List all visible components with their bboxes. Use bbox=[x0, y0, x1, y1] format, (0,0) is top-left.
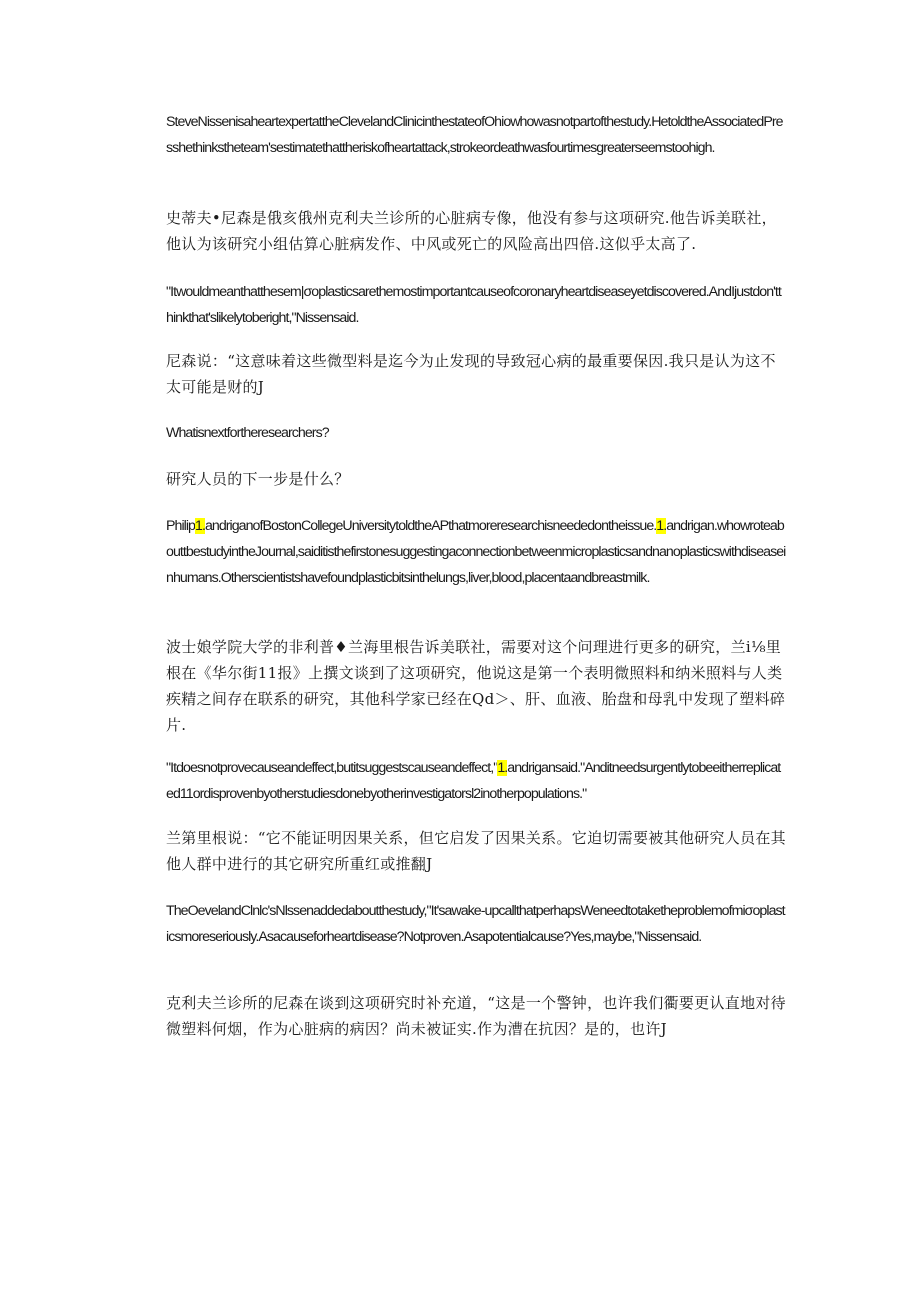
paragraph-5-english bbox=[166, 755, 786, 807]
p4-highlight-2: 1. bbox=[656, 518, 667, 534]
paragraph-6-chinese: 克利夫兰诊所的尼森在谈到这项研究时补充道，“这是一个警钟，也许我们衢要更认直地对待微塑料何烟，作为心脏病的病因？尚未被证实.作为漕在抗因？是的，也许J bbox=[166, 994, 786, 1038]
paragraph-4-chinese: 波士娘学院大学的非利普♦兰海里根告诉美联社，需要对这个问理进行更多的研究，兰i⅛里根在《华尔街11报》上撰文谈到了这项研究，他说这是第一个表明微照料和纳米照料与人类疾精之间存在联系的研究，其他科学家已经在Qd＞、肝、血液、胎盘和母乳中发现了塑料碎片. bbox=[166, 638, 786, 734]
paragraph-2-chinese: 尼森说：“这意味着这些微型料是迄今为止发现的导致冠心病的最重要保因.我只是认为这不太可能是财的J bbox=[166, 352, 776, 396]
p4-text-b: andriganofBostonCollegeUniversitytoldtheAPthatmoreresearchisneededontheissue. bbox=[204, 518, 657, 534]
p4-text-c: andrigan.whowroteaboutt bbox=[166, 518, 784, 560]
p4-text-a: Philip bbox=[166, 518, 195, 534]
paragraph-1-chinese: 史蒂夫•尼森是俄亥俄州克利夫兰诊所的心脏病专像，他没有参与这项研究.他告诉美联社，他认为该研究小组估算心脏病发作、中风或死亡的风险高出四倍.这似乎太高了. bbox=[166, 209, 777, 253]
paragraph-4-english bbox=[166, 513, 786, 591]
paragraph-5-chinese: 兰第里根说：“它不能证明因果关系，但它启发了因果关系。它迫切需要被其他研究人员在其他人群中进行的其它研究所重红或推翻J bbox=[166, 829, 786, 873]
paragraph-3-english: Whatisnextfortheresearchers? bbox=[166, 425, 329, 441]
p5-text-b: andrigansaid."Anditneedsurgentlytobeeitherreplicated11ordisprovenbyotherstudiesdonebyotherinvestigatorsl2inotherpopulations." bbox=[166, 760, 781, 802]
p5-highlight: 1. bbox=[497, 760, 508, 776]
paragraph-3-chinese: 研究人员的下一步是什么？ bbox=[166, 470, 350, 488]
paragraph-2-english: "Itwouldmeanthatthesem|σoplasticsarethemostimportantcauseofcoronaryheartdiseaseyetdiscovered.AndIjustdon'tthinkthat'slikelytoberight,"Nissensaid. bbox=[166, 284, 781, 326]
p5-text-a: "Itdoesnotprovecauseandeffect,butitsuggestscauseandeffect," bbox=[166, 760, 498, 776]
p4-highlight-1: 1. bbox=[195, 518, 205, 534]
p4-text-d: bestudyintheJournal,saiditisthefirstonesuggestingaconnectionbetweenmicroplasticsandnanoplasticswithdiseaseinhumans.Otherscientistshavefoundplasticbitsinthelungs,liver,blood,placentaandbreastmilk. bbox=[166, 544, 786, 586]
paragraph-6-english: TheOevelandClnlc'sNlssenaddedaboutthestudy,"It'sawake-upcallthatperhapsWeneedtotaketheproblemofmiσoplasticsmoreseriously.Asacauseforheartdisease?Notproven.Asapotentialcause?Yes,maybe,"Nissensaid. bbox=[166, 903, 785, 945]
paragraph-1-english: SteveNissenisaheartexpertattheClevelandClinicinthestateofOhiowhowasnotpartofthestudy.HetoldtheAssociatedPresshethinkstheteam'sestimatethattheriskofheartattack,strokeordeathwasfourtimesgreaterseemstoohigh. bbox=[166, 114, 783, 156]
